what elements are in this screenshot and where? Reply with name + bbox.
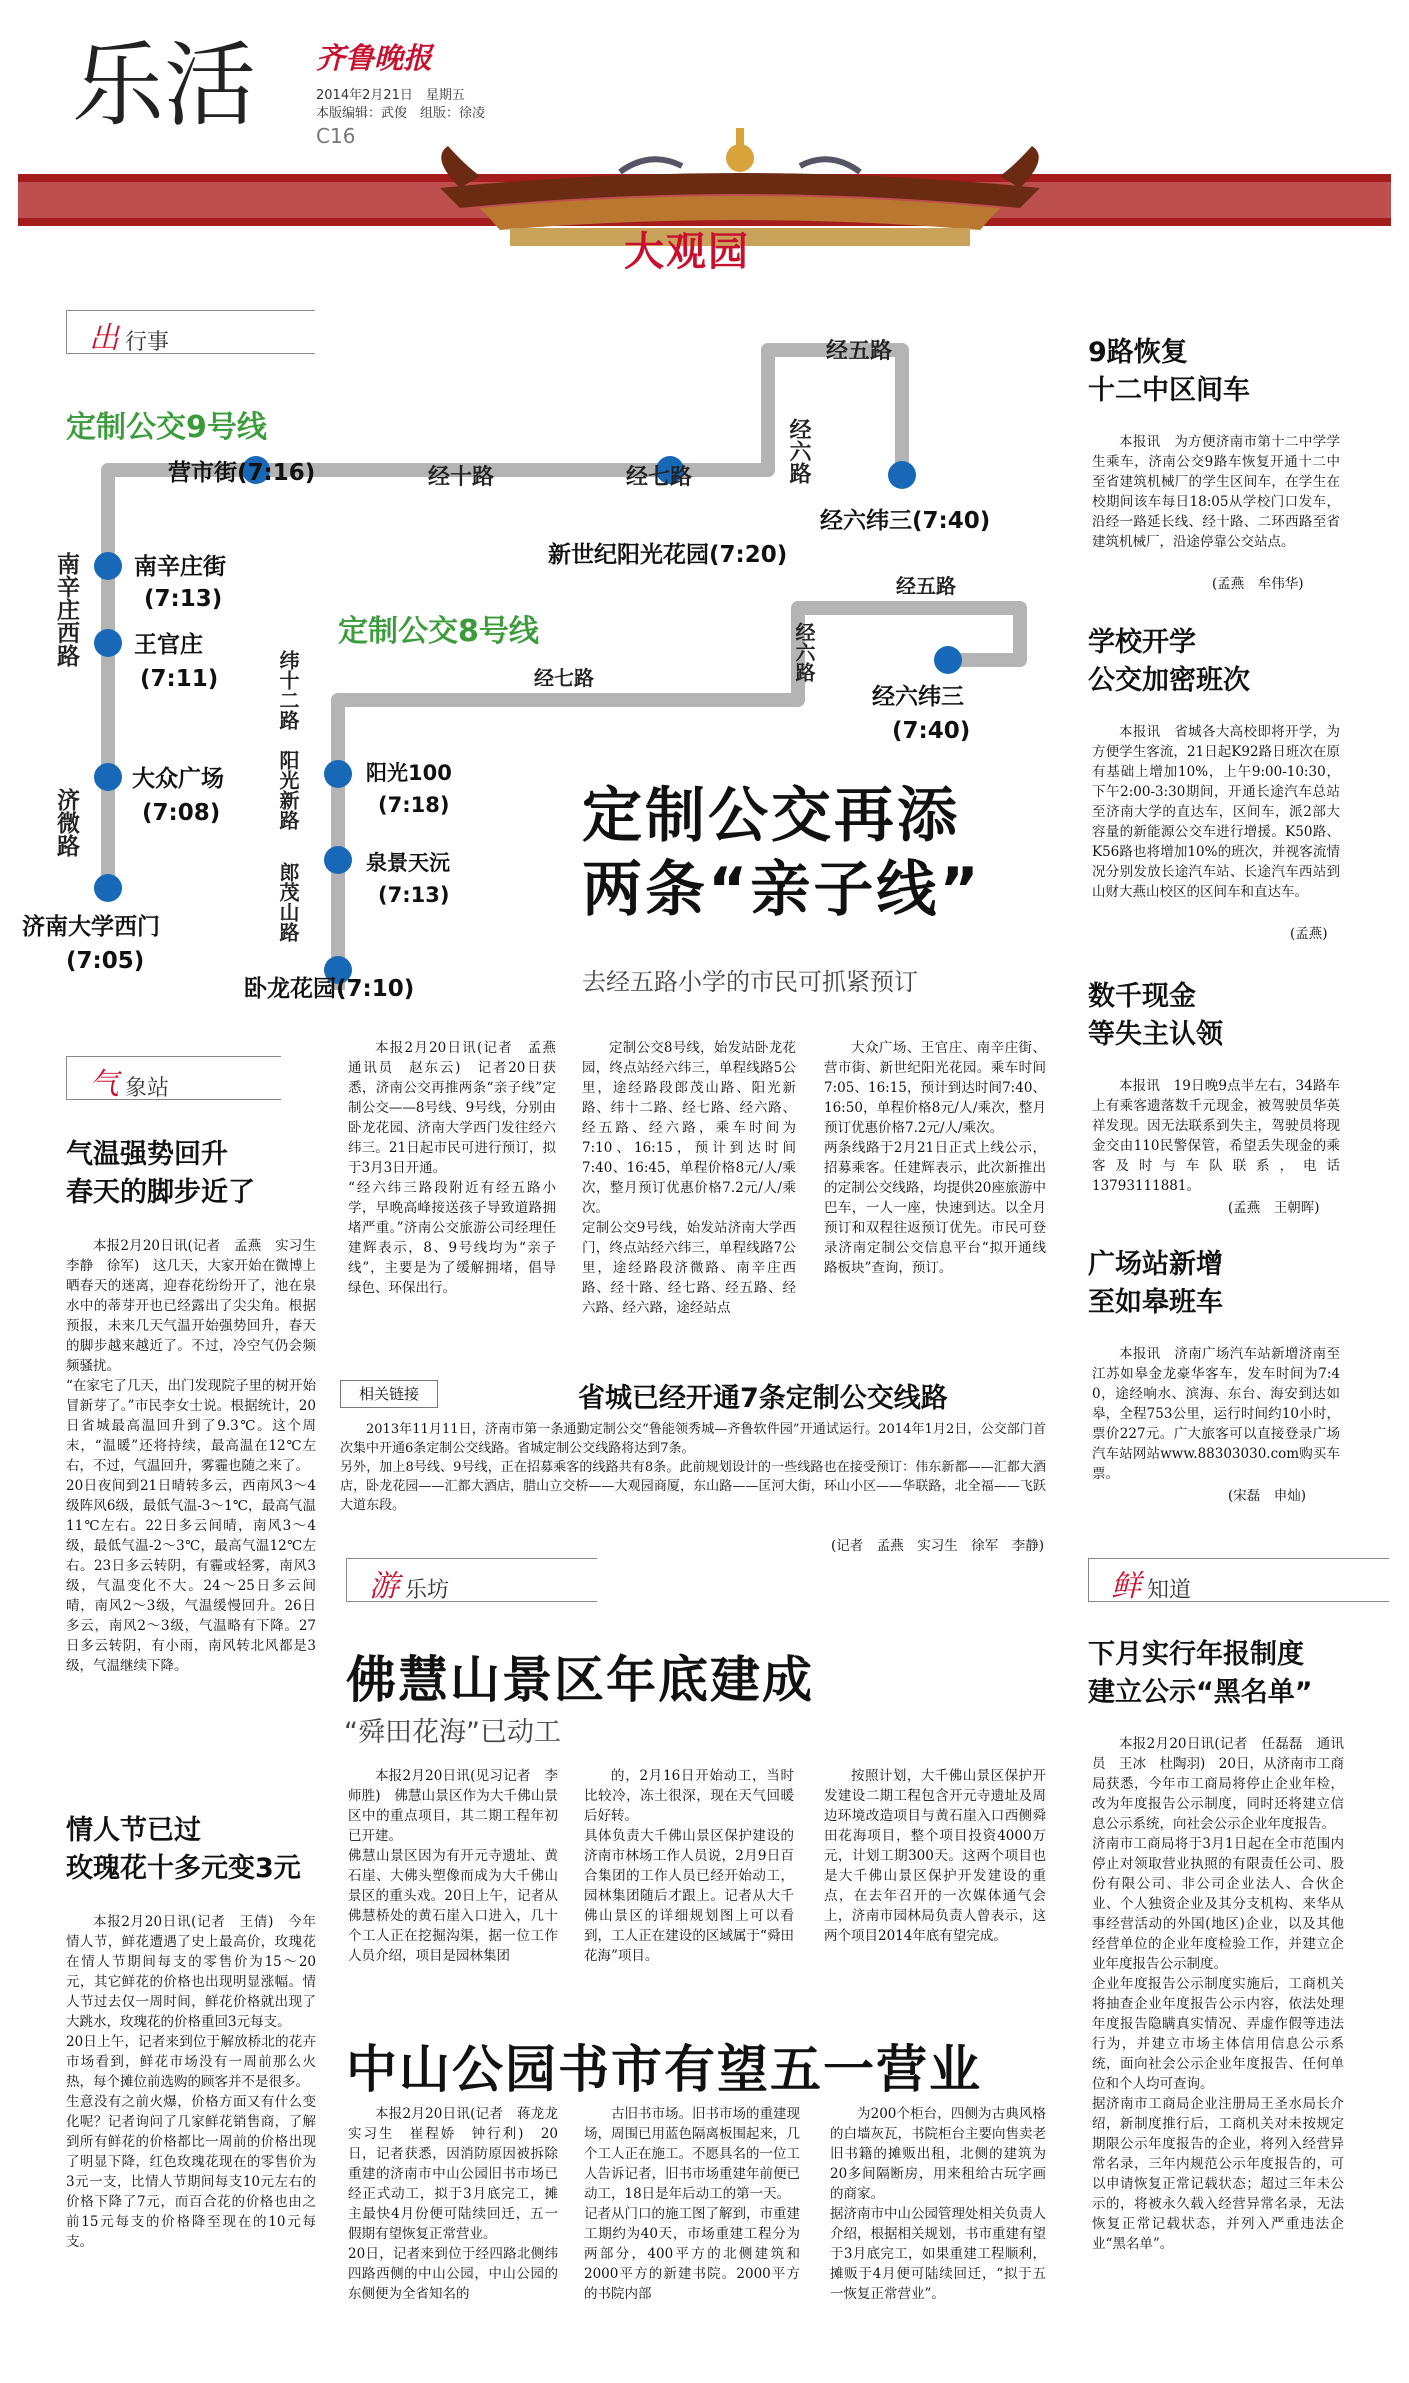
right-item-5 bbox=[1088, 1636, 1388, 1712]
road-label: 纬十二路 bbox=[276, 650, 300, 730]
right-item-1 bbox=[1088, 334, 1378, 410]
road-label: 经七路 bbox=[534, 666, 594, 690]
park-col-1: 本报2月20日讯(见习记者 李师胜) 佛慧山景区作为大千佛山景区中的重点项目，其二期工程年初已开建。 佛慧山景区因为有开元寺遗址、黄石崖、大佛头塑像而成为大千佛山景区的重头戏。20日上午，记者从佛慧桥处的黄石崖入口进入，几十个工人正在挖掘沟渠，据一位工作人员介绍，项目是园林集团 bbox=[348, 1768, 558, 1964]
stop-ujnwest bbox=[94, 874, 122, 902]
book-col-3: 为200个柜台，四侧为古典风格的白墙灰瓦，书院柜台主要向售卖老旧书籍的摊贩出租，北侧的建筑为20多间隔断房，用来租给古玩字画的商家。 据济南市中山公园管理处相关负责人介绍，根据相关规划，书市重建有望于3月底完工，如果重建工程顺利，摊贩于4月便可陆续回迁，“拟于五一恢复正常营业”。 bbox=[830, 2106, 1046, 2302]
road-label: 经十路 bbox=[428, 465, 495, 490]
stop-label: 经六纬三(7:40) bbox=[820, 508, 991, 534]
road-label: 阳光新路 bbox=[276, 750, 300, 830]
stop-label: 阳光100 bbox=[366, 761, 452, 785]
stop-dazhong bbox=[94, 763, 122, 791]
headline bbox=[582, 780, 1062, 928]
stop-label: 卧龙花园(7:10) bbox=[244, 976, 415, 1002]
item2-title-2: 公交加密班次 bbox=[1088, 665, 1250, 696]
park-subtitle: “舜田花海”已动工 bbox=[344, 1717, 561, 1748]
stop-label: (7:13) bbox=[378, 883, 450, 907]
label-big: 出 bbox=[89, 321, 119, 356]
item4-title-1: 广场站新增 bbox=[1088, 1249, 1223, 1280]
headline-line-2: 两条“亲子线” bbox=[582, 855, 982, 925]
park-col-3: 按照计划，大千佛山景区保护开发建设二期工程包含开元寺遗址及周边环境改造项目与黄石崖入口西侧舜田花海项目，整个项目投资4000万元，计划工期300天。这两个项目也是大千佛山景区保护开发建设的重点，在去年召开的一次媒体通气会上，济南市园林局负责人曾表示，这两个项目2014年底有望完成。 bbox=[824, 1768, 1046, 1944]
item1-title-2: 十二中区间车 bbox=[1088, 375, 1250, 406]
weather-title-1: 气温强势回升 bbox=[66, 1139, 228, 1170]
road-label: 南辛庄西路 bbox=[53, 552, 79, 667]
book-title: 中山公园书市有望五一营业 bbox=[346, 2041, 983, 2100]
masthead bbox=[0, 0, 1409, 275]
weather-title bbox=[66, 1136, 336, 1212]
stop-label: 南辛庄街 bbox=[134, 554, 226, 580]
stop-label: (7:11) bbox=[140, 666, 219, 692]
road-label: 经六路 bbox=[792, 622, 816, 682]
right-item-4 bbox=[1088, 1246, 1378, 1322]
label-small: 行事 bbox=[125, 330, 170, 355]
stop-label: (7:05) bbox=[66, 948, 145, 974]
park-title: 佛慧山景区年底建成 bbox=[346, 1651, 814, 1709]
route9-title: 定制公交9号线 bbox=[66, 410, 267, 445]
related-title: 省城已经开通7条定制公交线路 bbox=[578, 1383, 948, 1414]
right-item-3 bbox=[1088, 978, 1378, 1054]
stop-nanxinzhuang bbox=[94, 552, 122, 580]
rose-title-1: 情人节已过 bbox=[66, 1815, 201, 1846]
label-big: 游 bbox=[369, 1569, 399, 1604]
rose-title-2: 玫瑰花十多元变3元 bbox=[66, 1853, 301, 1884]
item4-byline: (宋磊 申灿) bbox=[1228, 1488, 1307, 1504]
related-box bbox=[340, 1372, 1050, 1562]
stop-route9-end bbox=[888, 461, 916, 489]
label-small: 乐坊 bbox=[405, 1578, 450, 1603]
road-label: 经七路 bbox=[626, 465, 693, 490]
right-item-2 bbox=[1088, 624, 1378, 700]
item2-text: 本报讯 省城各大高校即将开学，为方便学生客流，21日起K92路日班次在原有基础上增加10%，上午9:00-10:30，下午2:00-3:30期间，开通长途汽车总站至济南大学的直达车，区间车，派2部大容量的新能源公交车进行增援。K50路、K56路也将增加10%的班次，并视客流情况分别发放长途汽车站、长途汽车西站到山财大燕山校区的区间车和直达车。 bbox=[1092, 724, 1340, 900]
paper-logo: 齐鲁晚报 bbox=[316, 41, 433, 75]
stop-yangguang100 bbox=[324, 760, 352, 788]
road-label: 经五路 bbox=[826, 339, 893, 364]
park-col-2: 的，2月16日开始动工，当时比较冷，冻土很深，现在天气回暖后好转。 具体负责大千佛山景区保护建设的济南市林场工作人员说，2月9日百合集团的工作人员已经开始动工，园林集团随后才跟上。记者从大千佛山景区的详细规划图上可以看到，工人正在建设的区域属于“舜田花海”项目。 bbox=[584, 1768, 794, 1964]
item3-title-1: 数千现金 bbox=[1088, 981, 1196, 1012]
route8-title: 定制公交8号线 bbox=[338, 614, 539, 649]
item3-text: 本报讯 19日晚9点半左右，34路车上有乘客遗落数千元现金，被驾驶员华英祥发现。因无法联系到失主，驾驶员将现金交由110民警保管，希望丢失现金的乘客及时与车队联系，电话13793111881。 bbox=[1092, 1078, 1340, 1194]
park-section-label bbox=[346, 1558, 597, 1602]
book-col-2: 古旧书市场。旧书市场的重建现场，周围已用蓝色隔离板围起来，几个工人正在施工。不愿具名的一位工人告诉记者，旧书市场重建年前便已动工，18日是年后动工的第一天。 记者从门口的施工图了解到，市重建工期约为40天，市场重建工程分为两部分，400平方的北侧建筑和2000平方的新建书院。2000平方的书院内部 bbox=[584, 2106, 800, 2302]
item2-byline: (孟燕) bbox=[1290, 926, 1328, 942]
stop-label: 济南大学西门 bbox=[22, 914, 160, 940]
related-label: 相关链接 bbox=[340, 1380, 438, 1408]
transit-col-1: 本报2月20日讯(记者 孟燕 通讯员 赵东云) 记者20日获悉，济南公交再推两条“亲子线”定制公交——8号线、9号线，分别由卧龙花园、济南大学西门发往经六纬三。21日起市民可进行预订，拟于3月3日开通。 “经六纬三路段附近有经五路小学，早晚高峰接送孩子导致道路拥堵严重。”济南公交旅游公司经理任建辉表示，8、9号线均为“亲子线”，主要是为了缓解拥堵，倡导绿色、环保出行。 bbox=[348, 1040, 556, 1296]
stop-label: 营市街(7:16) bbox=[168, 460, 316, 486]
stop-label: 大众广场 bbox=[132, 766, 224, 792]
stop-route8-end bbox=[934, 646, 962, 674]
item4-text: 本报讯 济南广场汽车站新增济南至江苏如皋金龙豪华客车，发车时间为7:40，途经响水、滨海、东台、海安到达如皋，全程753公里，运行时间约10小时，票价227元。广大旅客可以直接登录广场汽车站网站www.88303030.com购买车票。 bbox=[1092, 1346, 1340, 1482]
item1-byline: (孟燕 牟伟华) bbox=[1212, 576, 1304, 592]
book-col-1: 本报2月20日讯(记者 蒋龙龙 实习生 崔程娇 钟行利) 20日，记者获悉，因消防原因被拆除重建的济南市中山公园旧书市场已经正式动工，拟于3月底完工，摊主最快4月份便可陆续回迁，五一假期有望恢复正常营业。 20日，记者来到位于经四路北侧纬四路西侧的中山公园，中山公园的东侧便为全省知名的 bbox=[348, 2106, 558, 2302]
stop-label: (7:18) bbox=[378, 793, 450, 817]
stop-label: (7:13) bbox=[144, 586, 223, 612]
item5-title-1: 下月实行年报制度 bbox=[1088, 1639, 1304, 1670]
transit-col-2: 定制公交8号线，始发站卧龙花园，终点站经六纬三，单程线路5公里，途经路段郎茂山路、阳光新路、纬十二路、经七路、经六路、经五路、经六路，乘车时间为7:10、16:15，预计到达时间7:40、16:45，单程价格8元/人/乘次，整月预订优惠价格7.2元/人/乘次。 定制公交9号线，始发站济南大学西门，终点站经六纬三，单程线路7公里，途经路段济微路、南辛庄西路、经十路、经七路、经五路、经六路、经六路，途经站点 bbox=[582, 1040, 796, 1316]
issue-date: 2014年2月21日 星期五 bbox=[316, 88, 465, 103]
subhead: 去经五路小学的市民可抓紧预订 bbox=[582, 968, 918, 996]
rose-text: 本报2月20日讯(记者 王倩) 今年情人节，鲜花遭遇了史上最高价，玫瑰花在情人节期间每支的零售价为15～20元，其它鲜花的价格也出现明显涨幅。情人节过去仅一周时间，鲜花价格就出现了大跳水，玫瑰花的价格重回3元每支。 20日上午，记者来到位于解放桥北的花卉市场看到，鲜花市场没有一周前那么火热，每个摊位前选购的顾客并不是很多。 生意没有之前火爆，价格方面又有什么变化呢？记者询问了几家鲜花销售商，了解到所有鲜花的价格都比一周前的价格出现了明显下降，红色玫瑰花现在的零售价为3元一支，比情人节期间每支10元左右的价格下降了7元，而百合花的价格也由之前15元每支的价格降至现在的10元每支。 bbox=[66, 1914, 316, 2250]
section-title: 乐活 bbox=[72, 32, 257, 139]
item1-text: 本报讯 为方便济南市第十二中学学生乘车，济南公交9路车恢复开通十二中至省建筑机械厂的学生区间车，在学生在校期间该车每日18:05从学校门口发车，沿经一路延长线、经十路、二环西路至省建筑机械厂，沿途停靠公交站点。 bbox=[1092, 434, 1340, 550]
stop-label: (7:40) bbox=[892, 718, 971, 744]
label-small: 知道 bbox=[1147, 1578, 1192, 1603]
editors-line: 本版编辑：武俊 组版：徐凌 bbox=[316, 106, 486, 121]
item3-byline: (孟燕 王朝晖) bbox=[1228, 1200, 1320, 1216]
stop-label: 泉景天沅 bbox=[366, 851, 450, 875]
label-small: 象站 bbox=[125, 1076, 170, 1101]
transit-col-3: 大众广场、王官庄、南辛庄街、营市街、新世纪阳光花园。乘车时间7:05、16:15，预计到达时间7:40、16:50，单程价格8元/人/乘次，整月预订优惠价格7.2元/人/乘次。 两条线路于2月21日正式上线公示，招募乘客。任建辉表示，此次新推出的定制公交线路，均提供20座旅游中巴车，一人一座，快速到达。以全月预订和双程往返预订优先。市民可登录济南定制公交信息平台“拟开通线路板块”查询，预订。 bbox=[824, 1040, 1046, 1276]
stop-label: (7:08) bbox=[142, 800, 221, 826]
weather-text: 本报2月20日讯(记者 孟燕 实习生 李静 徐军) 这几天，大家开始在微博上晒春天的迷离，迎春花纷纷开了，池在泉水中的蒂芽开也已经露出了尖尖角。根据预报，未来几天气温开始强势回升，春天的脚步越来越近了。不过，冷空气仍会频频骚扰。 “在家宅了几天，出门发现院子里的树开始冒新芽了。”市民李女士说。根据统计，20日省城最高温回升到了9.3℃。这个周末，“温暖”还将持续，最高温在12℃左右，不过，气温回升，雾霾也随之来了。 20日夜间到21日晴转多云，西南风3～4级阵风6级，最低气温-3～1℃，最高气温11℃左右。22日多云间晴，南风3～4级，最低气温-2～3℃，最高气温12℃左右。23日多云转阴，有霾或轻雾，南风3级，气温变化不大。24～25日多云间晴，南风2～3级，气温缓慢回升。26日多云，南风2～3级，气温略有下降。27日多云转阴，有小雨，南风转北风都是3级，气温继续下降。 bbox=[66, 1238, 316, 1674]
road-label: 经五路 bbox=[896, 574, 956, 598]
weather-section-label bbox=[66, 1056, 281, 1100]
road-label: 郎茂山路 bbox=[276, 862, 300, 942]
item1-title-1: 9路恢复 bbox=[1088, 337, 1188, 368]
item2-title-1: 学校开学 bbox=[1088, 627, 1196, 658]
item3-title-2: 等失主认领 bbox=[1088, 1019, 1223, 1050]
column-title: 大观园 bbox=[624, 228, 750, 275]
stop-wangguanzhuang bbox=[94, 629, 122, 657]
road-label: 济微路 bbox=[53, 788, 79, 857]
rose-title bbox=[66, 1812, 356, 1888]
news-section-label bbox=[1088, 1558, 1389, 1602]
weather-title-2: 春天的脚步近了 bbox=[66, 1177, 255, 1208]
item4-title-2: 至如皋班车 bbox=[1088, 1287, 1223, 1318]
stop-label: 经六纬三 bbox=[872, 684, 964, 710]
related-byline: (记者 孟燕 实习生 徐军 李静) bbox=[830, 1538, 1044, 1554]
stop-label: 新世纪阳光花园(7:20) bbox=[548, 542, 788, 568]
road-label: 经六路 bbox=[786, 418, 811, 484]
page-number: C16 bbox=[316, 124, 356, 148]
item5-title-2: 建立公示“黑名单” bbox=[1088, 1677, 1313, 1708]
label-big: 鲜 bbox=[1111, 1569, 1141, 1604]
stop-label: 王官庄 bbox=[134, 632, 203, 658]
label-big: 气 bbox=[89, 1067, 119, 1102]
stop-quanjing bbox=[324, 846, 352, 874]
related-text: 2013年11月11日，济南市第一条通勤定制公交“鲁能领秀城—齐鲁软件园”开通试运行。2014年1月2日，公交部门首次集中开通6条定制公交线路。省城定制公交线路将达到7条。 另外，加上8号线、9号线，正在招募乘客的线路共有8条。此前规划设计的一些线路也在接受预订：伟东新都——汇都大酒店，卧龙花园——汇都大酒店，腊山立交桥——大观园商厦，东山路——匡河大街，环山小区——华联路，北全福——飞跃大道东段。 bbox=[340, 1422, 1046, 1513]
item5-text: 本报2月20日讯(记者 任磊磊 通讯员 王冰 杜陶羽) 20日，从济南市工商局获悉，今年市工商局将停止企业年检，改为年度报告公示制度，同时还将建立信息公示系统，向社会公示企业年度报告。 济南市工商局将于3月1日起在全市范围内停止对领取营业执照的有限责任公司、股份有限公司、非公司企业法人、合伙企业、个人独资企业及其分支机构、来华从事经营活动的外国(地区)企业，以及其他经营单位的企业年度检验工作，并建立企业年度报告公示制度。 企业年度报告公示制度实施后，工商机关将抽查企业年度报告公示内容，依法处理年度报告隐瞒真实情况、弄虚作假等违法行为，并建立市场主体信用信息公示系统，面向社会公示企业年度报告、任何单位和个人均可查询。 据济南市工商局企业注册局王圣水局长介绍，新制度推行后，工商机关对未按规定期限公示年度报告的企业，将列入经营异常名录，三年内规范公示年度报告的，可以申请恢复正常记载状态；超过三年未公示的，将被永久载入经营异常名录，无法恢复正常记载状态，并列入严重违法企业“黑名单”。 bbox=[1092, 1736, 1344, 2252]
headline-line-1: 定制公交再添 bbox=[582, 781, 960, 851]
